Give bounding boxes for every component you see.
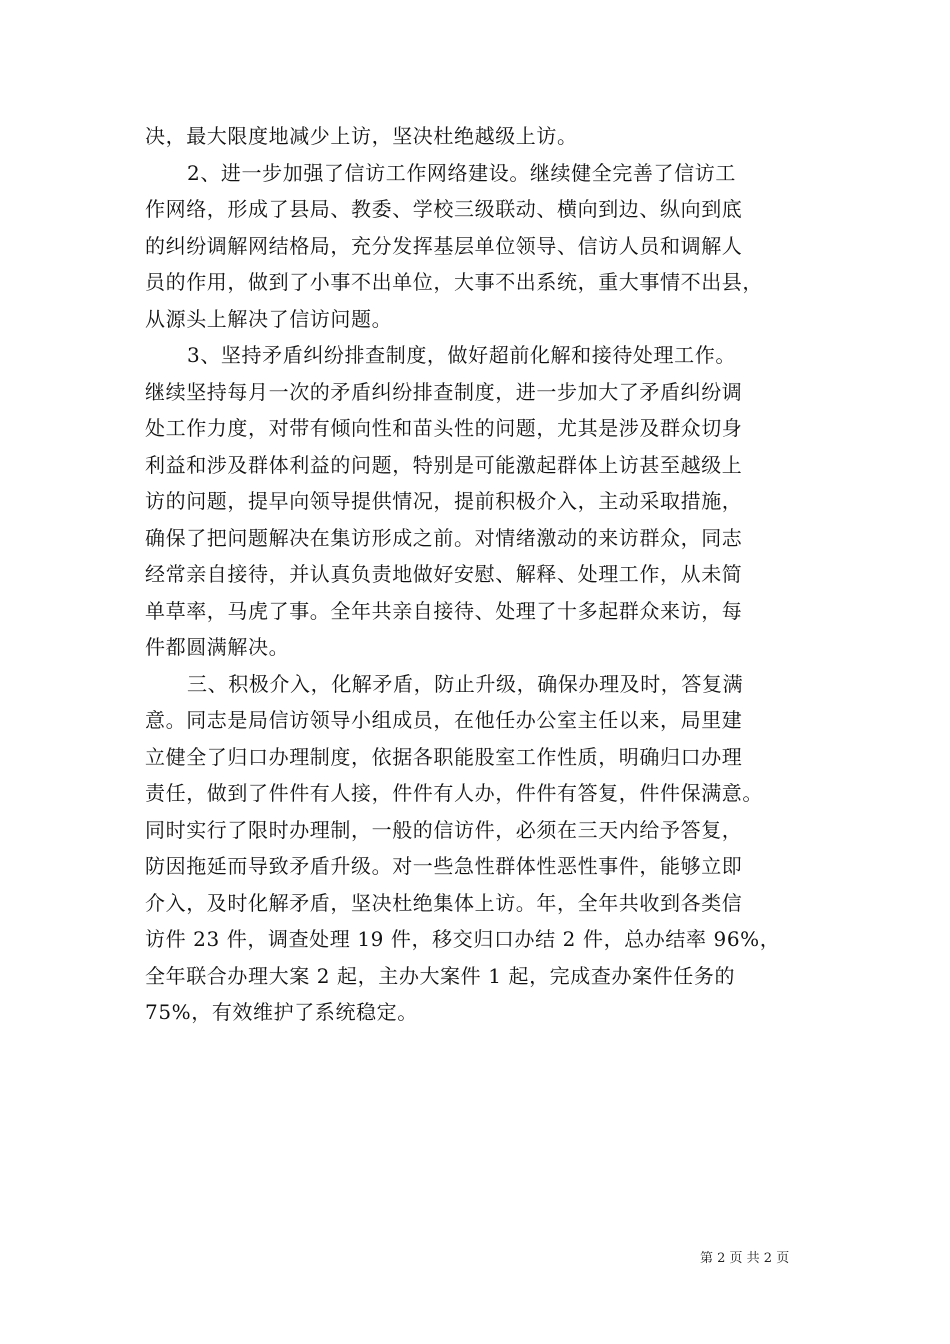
text-line: 继续坚持每月一次的矛盾纠纷排查制度，进一步加大了矛盾纠纷调 (145, 379, 743, 404)
text-line: 75%，有效维护了系统稳定。 (145, 1000, 418, 1024)
text-line: 处工作力度，对带有倾向性和苗头性的问题，尤其是涉及群众切身 (145, 416, 743, 440)
text-line: 2、进一步加强了信访工作网络建设。继续健全完善了信访工 (187, 160, 736, 185)
text-line: 访的问题，提早向领导提供情况，提前积极介入，主动采取措施， (145, 489, 743, 513)
text-line: 决，最大限度地减少上访，坚决杜绝越级上访。 (145, 124, 578, 148)
text-line: 同时实行了限时办理制，一般的信访件，必须在三天内给予答复， (145, 817, 743, 842)
text-line: 介入，及时化解矛盾，坚决杜绝集体上访。年，全年共收到各类信 (145, 890, 743, 915)
text-line: 三、积极介入，化解矛盾，防止升级，确保办理及时，答复满 (187, 671, 744, 696)
text-line: 经常亲自接待，并认真负责地做好安慰、解释、处理工作，从未简 (145, 562, 743, 586)
text-line: 意。同志是局信访领导小组成员，在他任办公室主任以来，局里建 (145, 708, 743, 732)
text-line: 利益和涉及群体利益的问题，特别是可能激起群体上访甚至越级上 (145, 452, 743, 477)
text-line: 单草率，马虎了事。全年共亲自接待、处理了十多起群众来访，每 (145, 598, 743, 623)
text-line: 防因拖延而导致矛盾升级。对一些急性群体性恶性事件，能够立即 (145, 854, 743, 878)
text-line: 访件 23 件，调查处理 19 件，移交归口办结 2 件，总办结率 96%， (145, 927, 781, 951)
text-line: 责任，做到了件件有人接，件件有人办，件件有答复，件件保满意。 (145, 781, 763, 805)
text-line: 员的作用，做到了小事不出单位，大事不出系统，重大事情不出县， (145, 270, 763, 294)
text-line: 全年联合办理大案 2 起，主办大案件 1 起，完成查办案件任务的 (145, 963, 736, 988)
text-line: 立健全了归口办理制度，依据各职能股室工作性质，明确归口办理 (145, 744, 743, 769)
text-line: 从源头上解决了信访问题。 (145, 306, 393, 331)
text-line: 件都圆满解决。 (145, 635, 290, 659)
text-line: 3、坚持矛盾纠纷排查制度，做好超前化解和接待处理工作。 (187, 343, 736, 367)
body-text (145, 118, 825, 1031)
text-line: 确保了把问题解决在集访形成之前。对情绪激动的来访群众，同志 (145, 525, 743, 550)
text-line: 作网络，形成了县局、教委、学校三级联动、横向到边、纵向到底 (145, 197, 743, 221)
page-number-footer: 第 2 页 共 2 页 (700, 1251, 790, 1266)
text-line: 的纠纷调解网结格局，充分发挥基层单位领导、信访人员和调解人 (145, 233, 743, 258)
